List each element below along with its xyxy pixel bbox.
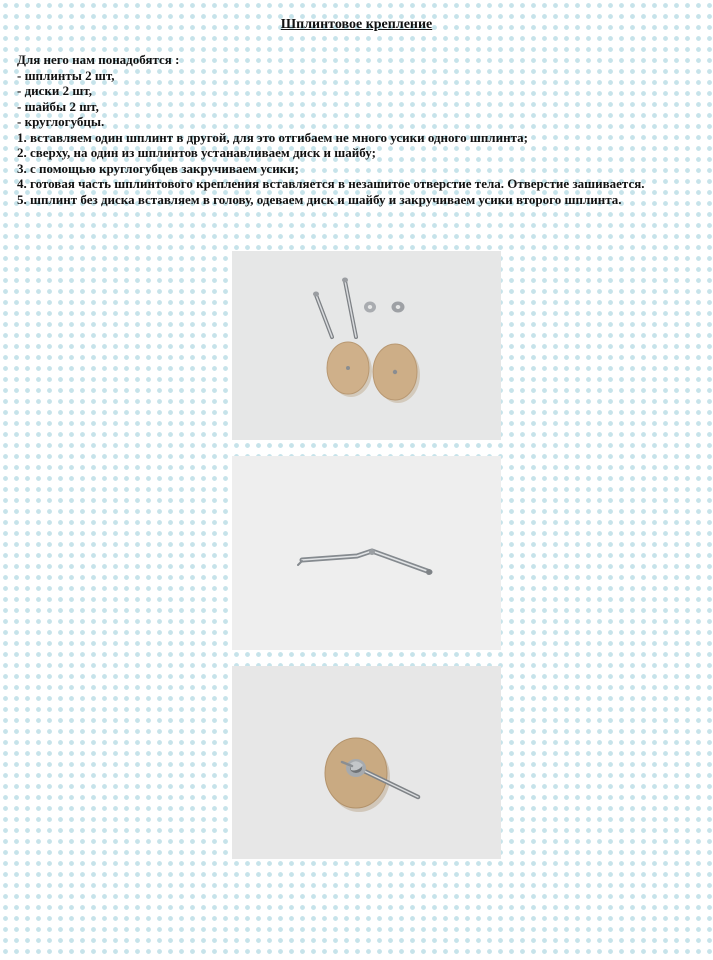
step-4: 4. готовая часть шплинтового крепления вставляется в незашитое отверстие тела. Отверстие зашивается. [17,176,645,191]
joined-pins-illustration [232,456,501,650]
assembled-joint [325,738,418,812]
assembled-joint-illustration [232,666,501,859]
disc-2 [373,344,420,403]
washer-2 [392,302,405,313]
washer-1 [364,302,376,313]
parts-photo [232,251,501,440]
document-title: Шплинтовое крепление [280,17,433,32]
intro-line: Для него нам понадобятся : [17,52,180,67]
step-3: 3. с помощью круглогубцев закручиваем усики; [17,160,299,176]
joined-cotter-pins [298,549,432,575]
disc-1 [327,342,372,397]
materials-item: - шплинты 2 шт, [17,67,115,83]
materials-item: - шайбы 2 шт, [17,98,99,114]
parts-illustration [232,251,501,440]
step-2: 2. сверху, на один из шплинтов устанавливаем диск и шайбу; [17,145,376,160]
step-5: 5. шплинт без диска вставляем в голову, одеваем диск и шайбу и закручиваем усики второго шплинта. [17,191,622,207]
step-1: 1. вставляем один шплинт в другой, для это отгибаем не много усики одного шплинта; [17,129,528,145]
materials-item: - круглогубцы. [17,114,105,129]
joined-cotter-pins-photo [232,456,501,650]
materials-item: - диски 2 шт, [17,83,93,98]
cotter-pin-left [313,292,332,338]
instructions-text [17,52,709,207]
cotter-pin-right [342,278,356,338]
assembled-joint-photo [232,666,501,859]
